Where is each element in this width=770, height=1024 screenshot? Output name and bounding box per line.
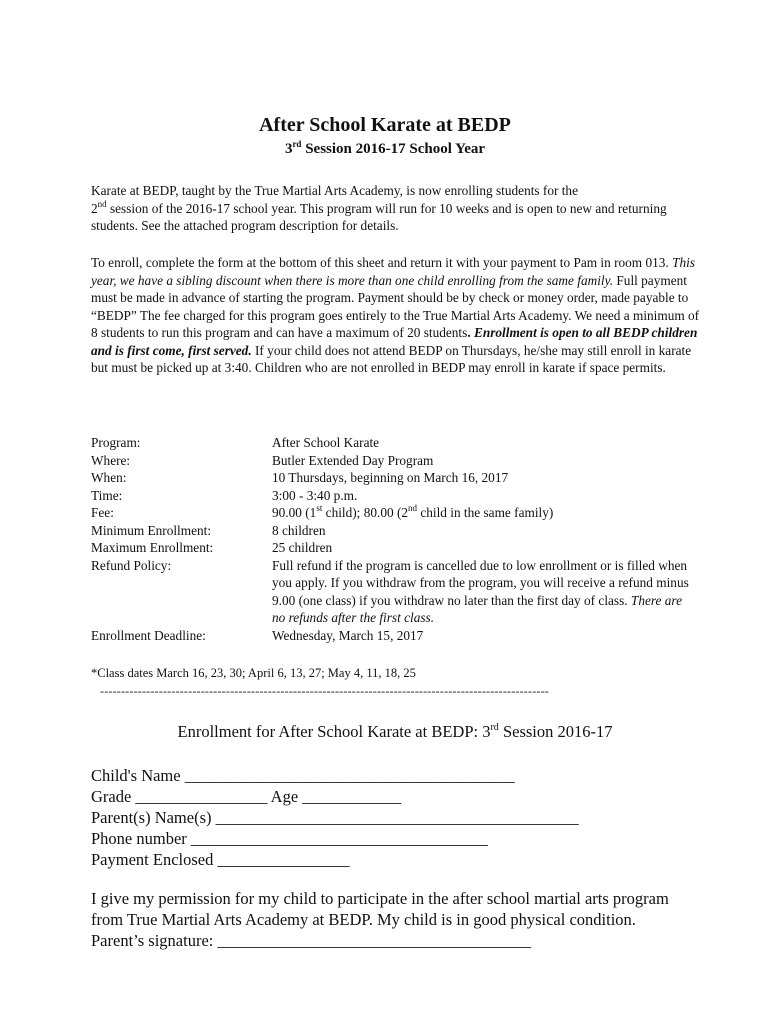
detail-row-time xyxy=(91,487,701,505)
fee-ordinal-1: st xyxy=(316,503,323,513)
refund-value xyxy=(272,557,692,627)
enrollment-form xyxy=(91,765,579,870)
detail-row-fee xyxy=(91,504,701,522)
enroll-period: . xyxy=(467,325,471,340)
child-name-field[interactable]: Child's Name ________________________________________ xyxy=(91,766,515,785)
deadline-label: Enrollment Deadline: xyxy=(91,627,206,643)
intro-line-1: Karate at BEDP, taught by the True Martial Arts Academy, is now enrolling students for the xyxy=(91,183,578,198)
when-label: When: xyxy=(91,470,127,485)
document-subtitle xyxy=(0,141,770,158)
refund-text: Full refund if the program is cancelled due to low enrollment or is filled when you apply. If you withdraw from the program, you will receive a refund minus 9.00 (one class) if you withdraw no later than the first day of class. xyxy=(272,557,689,608)
detail-row-program xyxy=(91,434,701,452)
subtitle-number: 3 xyxy=(284,141,293,157)
fee-label: Fee: xyxy=(91,505,114,520)
when-value: 10 Thursdays, beginning on March 16, 2017 xyxy=(272,470,509,485)
payment-enclosed-field[interactable]: Payment Enclosed ________________ xyxy=(91,850,350,869)
subtitle-text: Session 2016-17 School Year xyxy=(301,141,486,157)
fee-part-3: child in the same family) xyxy=(417,505,554,520)
class-dates-footnote: *Class dates March 16, 23, 30; April 6, 13, 27; May 4, 11, 18, 25 xyxy=(91,666,416,680)
max-enrollment-label: Maximum Enrollment: xyxy=(91,540,214,555)
program-value: After School Karate xyxy=(272,435,380,450)
deadline-value: Wednesday, March 15, 2017 xyxy=(272,627,424,643)
where-value: Butler Extended Day Program xyxy=(272,452,434,468)
program-details xyxy=(91,434,701,644)
first-come-note: Enrollment is open to all BEDP children and is first come, first served. xyxy=(91,325,698,358)
min-enrollment-label: Minimum Enrollment: xyxy=(91,522,212,538)
program-label: Program: xyxy=(91,435,141,450)
form-title-ordinal: rd xyxy=(490,722,499,733)
detail-row-refund xyxy=(91,557,701,627)
fee-ordinal-2: nd xyxy=(408,503,418,513)
refund-label: Refund Policy: xyxy=(91,557,172,573)
intro-line-2: session of the 2016-17 school year. This program will run for 10 weeks and is open to new and returning students. See the attached program description for details. xyxy=(91,200,667,233)
enroll-text-3: If your child does not attend BEDP on Thursdays, he/she may still enroll in karate but must be picked up at 3:40. Children who are not enrolled in BEDP may enroll in karate if space permits. xyxy=(91,342,692,375)
phone-number-field[interactable]: Phone number ____________________________________ xyxy=(91,829,488,848)
where-label: Where: xyxy=(91,452,131,468)
intro-ordinal: nd xyxy=(97,198,107,209)
time-value: 3:00 - 3:40 p.m. xyxy=(272,487,358,503)
min-enrollment-value: 8 children xyxy=(272,522,326,538)
enroll-text-1: To enroll, complete the form at the bottom of this sheet and return it with your payment to Pam in room 013. xyxy=(91,255,673,270)
cut-line-divider: ----------------------------------------------------------------------------------------------------------- xyxy=(100,684,549,698)
time-label: Time: xyxy=(91,487,123,503)
max-enrollment-value: 25 children xyxy=(272,540,333,555)
detail-row-max xyxy=(91,539,701,557)
fee-value xyxy=(272,504,692,522)
enroll-text-2: Full payment must be made in advance of starting the program. Payment should be by check or money order, made payable to “BEDP” The fee charged for this program goes entirely to the True Martial Arts Academy. We need a minimum of 8 students to run this program and can have a maximum of 20 students xyxy=(91,272,700,340)
form-title-session: Session 2016-17 xyxy=(498,722,613,741)
grade-age-field[interactable]: Grade ________________ Age ____________ xyxy=(91,787,402,806)
intro-paragraph xyxy=(91,182,701,235)
no-refunds-note: There are no refunds after the first class. xyxy=(272,592,683,625)
document-title: After School Karate at BEDP xyxy=(259,114,511,136)
form-title xyxy=(0,722,770,742)
parent-names-field[interactable]: Parent(s) Name(s) ____________________________________________ xyxy=(91,808,579,827)
permission-statement[interactable]: I give my permission for my child to participate in the after school martial arts program from True Martial Arts Academy at BEDP. My child is in good physical condition. Parent’s signature: ______________________________________ xyxy=(91,889,669,950)
intro-number: 2 xyxy=(91,200,98,216)
sibling-discount-note: This year, we have a sibling discount when there is more than one child enrolling from the same family. xyxy=(91,255,695,288)
subtitle-ordinal: rd xyxy=(292,139,302,149)
detail-row-when xyxy=(91,469,701,487)
enrollment-paragraph xyxy=(91,254,701,377)
detail-row-min xyxy=(91,522,701,540)
detail-row-where xyxy=(91,452,701,470)
fee-part-2: child); 80.00 (2 xyxy=(322,505,409,520)
form-title-text: Enrollment for After School Karate at BEDP: 3 xyxy=(177,722,491,741)
fee-part-1: 90.00 (1 xyxy=(272,505,317,520)
detail-row-deadline xyxy=(91,627,701,645)
